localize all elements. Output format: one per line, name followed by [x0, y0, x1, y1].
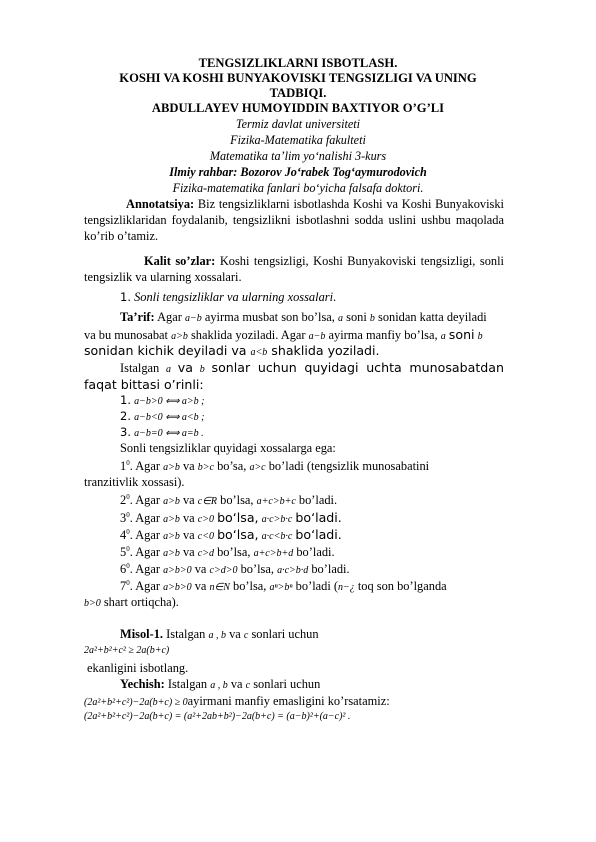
solution-line-1: Yechish: Istalgan a , b va c sonlari uchun	[120, 677, 321, 691]
example-line-1: Misol-1. Istalgan a , b va c sonlari uchun	[120, 627, 319, 641]
keywords-line-2: tengsizlik va ularning xossalari.	[84, 270, 242, 284]
property-6: $6^0$. Agar a>b>0 va c>d>0 bo’lsa, a·c>b·d bo’ladi.	[120, 561, 350, 576]
example-formula: 2a²+b²+c² ≥ 2a(b+c)	[84, 645, 170, 656]
property-4: $4^0$. Agar a>b va c<0 bo‘lsa, a·c<b·c bo‘ladi.	[120, 527, 342, 542]
solution-line-2: (2a²+b²+c²)−2a(b+c) ≥ 0ayirmani manfiy emasligini ko’rsatamiz:	[84, 694, 390, 708]
abstract-label: Annotatsiya:	[126, 197, 195, 211]
arbitrary-line-1: Istalgan a va b sonlar uchun quyidagi uchta munosabatdan	[120, 360, 504, 375]
keywords-label: Kalit so’zlar:	[144, 254, 216, 268]
paper-title-line-1: TENGSIZLIKLARNI ISBOTLASH.	[198, 56, 398, 70]
definition-label: Ta’rif:	[120, 310, 155, 324]
keywords-line-1: Kalit so’zlar: Koshi tengsizligi, Koshi Bunyakoviski tengsizligi, sonli	[144, 254, 504, 268]
property-2: $2^0$. Agar a>b va c∈R bo’lsa, a+c>b+c bo’ladi.	[120, 492, 338, 507]
property-3: $3^0$. Agar a>b va c>0 bo‘lsa, a·c>b·c bo‘ladi.	[120, 510, 342, 525]
property-1-continued: tranzitivlik xossasi).	[84, 475, 185, 489]
relation-2: 2. a−b<0 ⟺ a<b ;	[120, 409, 205, 423]
author-name: ABDULLAYEV HUMOYIDDIN BAXTIYOR O’G’LI	[151, 101, 445, 115]
solution-label: Yechish:	[120, 677, 165, 691]
university: Termiz davlat universiteti	[235, 117, 361, 131]
abstract-line-3: ko’rib o’tamiz.	[84, 229, 159, 243]
relation-1: 1. a−b>0 ⟺ a>b ;	[120, 393, 205, 407]
paper-title-line-2: KOSHI VA KOSHI BUNYAKOVISKI TENGSIZLIGI VA UNING	[119, 71, 477, 85]
property-1: $1^0$. Agar a>b va b>c bo’sa, a>c bo’ladi (tengsizlik munosabatini	[120, 458, 430, 473]
property-7-continued: b>0 shart ortiqcha).	[84, 595, 179, 609]
supervisor-title: Fizika-matematika fanlari bo‘yicha falsafa doktori.	[172, 181, 424, 195]
example-line-3: ekanligini isbotlang.	[87, 661, 189, 675]
relation-3: 3. a−b=0 ⟺ a=b .	[120, 425, 204, 439]
supervisor: Ilmiy rahbar: Bozorov Jo‘rabek Tog‘aymurodovich	[169, 165, 427, 179]
abstract-line-1: Annotatsiya: Biz tengsizliklarni isbotlashda Koshi va Koshi Bunyakoviski	[126, 197, 504, 211]
properties-intro: Sonli tengsizliklar quyidagi xossalarga ega:	[120, 441, 336, 455]
solution-line-3: (2a²+b²+c²)−2a(b+c) = (a²+2ab+b²)−2a(b+c) = (a−b)²+(a−c)² .	[84, 711, 351, 722]
paper-title-line-3: TADBIQI.	[269, 86, 327, 100]
abstract-line-2: tengsizliklaridan foydalanib, tengsizlikni isbotlashni sodda uslini ushbu maqolada	[84, 213, 504, 227]
course: Matematika ta’lim yo‘nalishi 3-kurs	[209, 149, 387, 163]
property-5: $5^0$. Agar a>b va c>d bo’lsa, a+c>b+d bo’ladi.	[120, 544, 335, 559]
definition-line-3: sonidan kichik deyiladi va a<b shaklida yoziladi.	[84, 343, 380, 358]
definition-line-2: va bu munosabat a>b shaklida yoziladi. Agar a−b ayirma manfiy bo’lsa, a soni b	[84, 327, 483, 342]
example-label: Misol-1.	[120, 627, 164, 641]
section-heading: 1. Sonli tengsizliklar va ularning xossalari.	[120, 290, 337, 304]
faculty: Fizika-Matematika fakulteti	[230, 133, 366, 147]
definition-line-1: Ta’rif: Agar a−b ayirma musbat son bo’lsa, a soni b sonidan katta deyiladi	[120, 310, 487, 324]
arbitrary-line-2: faqat bittasi o’rinli:	[84, 377, 204, 392]
property-7: $7^0$. Agar a>b>0 va n∈N bo’lsa, aⁿ>bⁿ bo’ladi (n−¿ toq son bo’lganda	[120, 578, 447, 593]
